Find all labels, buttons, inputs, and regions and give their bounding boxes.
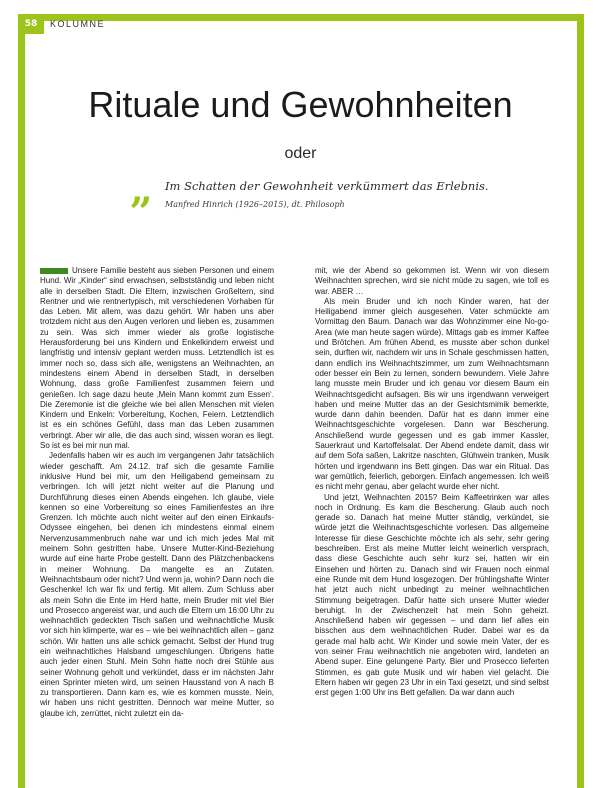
paragraph: Als mein Bruder und ich noch Kinder waren, hat der Heiligabend immer gleich ausgesehen. Vater schmückte am Vormittag den Baum. Danach war das Wohnzimmer eine No-go-Area (wie man heute sagen würde). Mittags gab es immer Kaffee und Brötchen. Am frühen Abend, es musste aber schon dunkel sein, durften wir, nachdem wir uns in Schale geschmissen hatten, dann endlich ins Weihnachtszimmer, um zum Weihnachtsmann oder besser ein Bein zu lernen, sondern bewundern. Viele Jahre lang musste mein Bruder und ich genau vor diesem Baum ein Weihnachtsgedicht aufsagen. Bis wir uns irgendwann verweigert haben und meine Mutter das an der Gesichtsmimik bemerkte, wurde dann dahin beenden. Dafür hat es dann immer eine Weihnachtsgeschichte vorgelesen. Dann war Bescherung. Anschließend wurde gegessen und es gab immer Kassler, Sauerkraut und Kartoffelsalat. Der Abend endete damit, dass wir auf dem Sofa saßen, Lakritze naschten, Glühwein tranken, Musik hörten und irgendwann ins Bett gingen. Das war ein Ritual. Das war gemütlich, feierlich, geborgen. Einfach angemessen. Ich weiß es nicht mehr genau, aber gelacht wurde eher nicht.: [315, 296, 549, 492]
page-number: 58: [18, 14, 44, 34]
article-title: Rituale und Gewohnheiten: [88, 84, 513, 125]
paragraph: Unsere Familie besteht aus sieben Personen und einem Hund. Wir „Kinder“ sind erwachsen, selbstständig und leben nicht alle in derselben Stadt. Die Eltern, inzwischen Großeltern, sind Rentner und wie rentnertypisch, mit verschiedenen Vorhaben für das Leben. Mit allem, was dazu gehört. Wir haben uns aber trotzdem nicht aus den Augen verloren und lieben es, zusammen zu sein. Was sich immer wieder als große logistische Herausforderung bei uns Kindern und Enkelkindern erweist und langfristig und intensiv geplant werden muss. Letztendlich ist es immer noch so, dass sich alle, wenigstens an Weihnachten, an mindestens einem Abend in derselben Stadt, in derselben Wohnung, dass große Familienfest zusammen feiern und genießen. Ich sage dazu heute ‚Mein Mann kommt zum Essen‘. Die Zeremonie ist die gleiche wie bei allen Menschen mit vielen Kindern und Enkeln: Vorbereitung, Kochen, Feiern. Letztendlich ist es ein schönes Gefühl, dass man das Leben zusammen verbringt. Aber wir alle, die das auch sind, wissen woran es liegt. So ist es bei mir nun mal.: [40, 266, 274, 451]
right-text-column: [315, 266, 549, 698]
paragraph: Und jetzt, Weihnachten 2015? Beim Kaffeetrinken war alles noch in Ordnung. Es kam die Bescherung. Glaub auch noch gerade so. Danach hat meine Mutter ständig, verkündet, sie würde jetzt die Weihnachtsgeschichte vorlesen. Das allgemeine Interesse für diese Geschichte möchte ich als sehr, sehr gering beschreiben. Erst als meine Mutter leicht weinerlich versprach, dass diese Geschichte auch sehr kurz sei, hatten wir ein Einsehen und hörten zu. Danach sind wir Frauen noch einmal eine Runde mit dem Hund losgezogen. Der frühlingshafte Winter hat jetzt auch nicht unbedingt zu meiner weihnachtlichen Stimmung beigetragen. Dafür hatte sich unsere Mutter wieder beruhigt. In der Zwischenzeit hat mein Sohn geheizt. Anschließend haben wir gegessen – und dann lief alles ein bisschen aus dem weihnachtlichen Ruder. Dabei war es da gerade mal halb acht. Wir Kinder und sowie mein Vater, der es von seiner Frau weihnachtlich nie angeboten wird, landeten an Abend super. Eine gelungene Party. Bier und Prosecco lieferten Stimmen, es gab gute Musik und wir haben viel gelacht. Die Eltern haben wir gegen 23 Uhr in ein Taxi gesetzt, und sind selbst erst gegen 1:00 Uhr ins Bett gefallen. Da war dann auch: [315, 492, 549, 698]
page-header: [18, 14, 105, 34]
left-text-column: [40, 266, 274, 719]
quote-mark-icon: „: [130, 166, 154, 213]
epigraph-quote: Im Schatten der Gewohnheit verkümmert das Erlebnis.: [165, 179, 489, 193]
article-subtitle: oder: [284, 145, 317, 162]
epigraph-author: Manfred Hinrich (1926–2015), dt. Philosoph: [165, 200, 345, 209]
paragraph-start-marker: [40, 268, 68, 274]
section-label: KOLUMNE: [50, 19, 106, 29]
paragraph: mit, wie der Abend so gekommen ist. Wenn wir von diesem Weihnachten sprechen, wird sie nicht müde zu sagen, wie toll es war. ABER …: [315, 266, 549, 296]
paragraph: Jedenfalls haben wir es auch im vergangenen Jahr tatsächlich wieder geschafft. Am 24.12. traf sich die gesamte Familie inklusive Hund bei mir, um den Heiligabend gemeinsam zu verbringen. Ich will jetzt nicht weiter auf die Planung und Durchführung dieses einen Abends eingehen. Ich glaube, viele kennen so eine Vorbereitung so eines Familienfestes an ihre Grenzen. Ich möchte auch nicht weiter auf den einen Einkaufs-Odyssee eingehen, bei denen ich mindestens einmal einem Nervenzusammenbruch nahe war und ich mich jedes Mal mit meinem Sohn gestritten habe. Unsere Mutter-Kind-Beziehung wurde auf eine harte Probe gestellt. Dann des Plätzchenbackens in meiner Wohnung. Da mangelte es an Zutaten. Weihnachtsbaum oder nicht? Und wenn ja, wohin? Dann noch die Geschenke! Ich war fix und fertig. Mit allem. Zum Schluss aber als mein Sohn die Ente im Herd hatte, mein Bruder mit viel Bier und Prosecco angereist war, und auch die Eltern um 16:00 Uhr zu weihnachtlich gedeckten Tisch saßen und weihnachtliche Musik vor sich hin klimperte, war es – wie bei weihnachtlich allen – ganz schön. Wir hatten uns alle schick gemacht. Selbst der Hund trug ein weihnachtliches Halsband umgeschlungen. Übrigens hatte auch jeder einen Stuhl. Mein Sohn hatte noch drei Stühle aus seiner Wohnung geholt und verkündet, dass er im nächsten Jahr einen Sprinter mieten wird, um seinen Hausstand von A nach B zu transportieren. Dann kam es, wie es kommen musste. Nein, wir haben uns nicht gestritten. Dennoch war meine Mutter, so glaube ich, zerrüttet, nicht zuletzt ein da-: [40, 451, 274, 718]
